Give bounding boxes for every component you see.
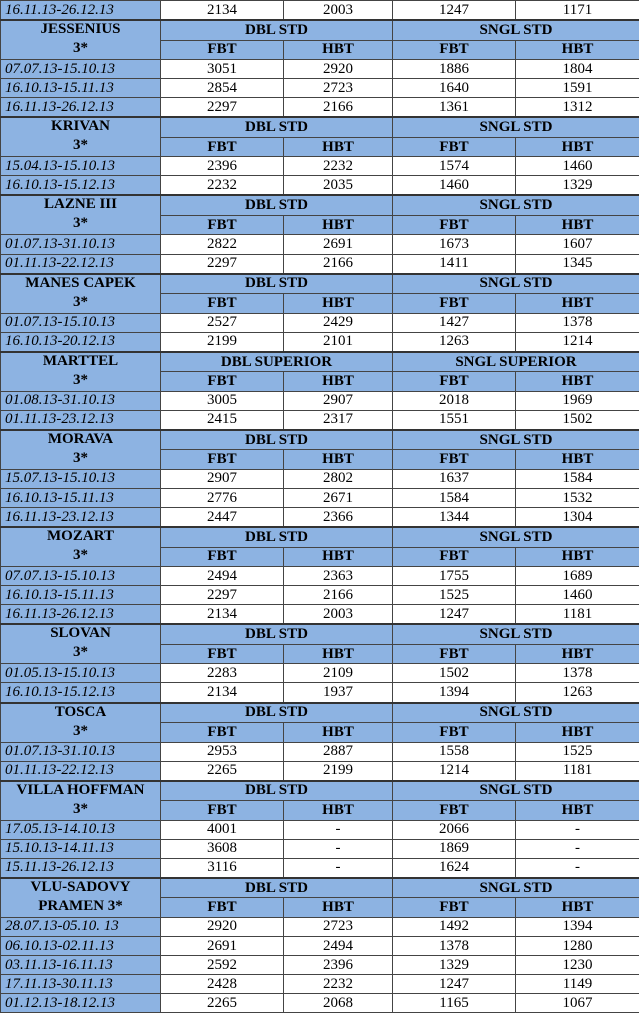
price-cell: 1247	[393, 1, 516, 21]
price-cell: 1502	[516, 410, 639, 430]
table-row	[1, 956, 639, 975]
price-cell: 2101	[284, 332, 393, 352]
room-type-header: SNGL STD	[393, 624, 639, 644]
room-type-header: DBL SUPERIOR	[161, 352, 393, 372]
price-cell: 1532	[516, 489, 639, 508]
room-type-header: SNGL STD	[393, 20, 639, 40]
price-cell: 1171	[516, 1, 639, 21]
price-cell: 3051	[161, 60, 284, 79]
table-row	[1, 98, 639, 118]
board-type-header: FBT	[161, 898, 284, 918]
table-row	[1, 235, 639, 254]
table-row	[1, 567, 639, 586]
board-type-header: HBT	[284, 40, 393, 60]
price-cell: 1502	[393, 664, 516, 683]
table-row	[1, 820, 639, 839]
date-range-cell: 16.11.13-26.12.13	[1, 605, 161, 625]
hotel-name-cell	[1, 274, 161, 314]
price-cell: 1263	[516, 683, 639, 703]
price-cell: 2003	[284, 605, 393, 625]
board-type-header: FBT	[393, 40, 516, 60]
price-cell: 1280	[516, 937, 639, 956]
room-type-header: DBL STD	[161, 781, 393, 801]
date-range-cell: 15.11.13-26.12.13	[1, 858, 161, 878]
price-cell: -	[284, 839, 393, 858]
hotel-header-row	[1, 352, 639, 372]
room-type-header: SNGL STD	[393, 117, 639, 137]
price-cell: 2232	[284, 975, 393, 994]
price-cell: 2003	[284, 1, 393, 21]
board-type-header: HBT	[284, 137, 393, 157]
table-row	[1, 858, 639, 878]
board-type-header: FBT	[161, 644, 284, 664]
board-type-header: HBT	[284, 644, 393, 664]
price-cell: 1361	[393, 98, 516, 118]
hotel-name-cell	[1, 624, 161, 664]
price-cell: 1637	[393, 469, 516, 488]
hotel-name-cell	[1, 20, 161, 60]
board-type-header: HBT	[284, 723, 393, 743]
price-cell: 1394	[393, 683, 516, 703]
date-range-cell: 15.04.13-15.10.13	[1, 157, 161, 176]
price-cell: 1181	[516, 605, 639, 625]
price-cell: 1345	[516, 254, 639, 274]
board-type-header: HBT	[516, 40, 639, 60]
board-type-header: HBT	[516, 450, 639, 470]
board-type-header: FBT	[393, 137, 516, 157]
board-type-header: HBT	[516, 801, 639, 821]
price-cell: 2447	[161, 508, 284, 528]
price-table-body	[1, 1, 639, 1013]
price-cell: 3005	[161, 391, 284, 410]
hotel-name: KRIVAN	[1, 118, 160, 137]
hotel-name: MOZART	[1, 528, 160, 547]
table-row	[1, 469, 639, 488]
price-cell: 1378	[516, 664, 639, 683]
price-cell: 2199	[161, 332, 284, 352]
price-cell: 2297	[161, 586, 284, 605]
room-type-header: SNGL SUPERIOR	[393, 352, 639, 372]
board-type-header: HBT	[284, 215, 393, 235]
price-cell: 1165	[393, 994, 516, 1013]
board-type-header: FBT	[393, 723, 516, 743]
hotel-header-row	[1, 430, 639, 450]
price-cell: 2317	[284, 410, 393, 430]
board-type-header: HBT	[284, 372, 393, 392]
price-cell: 2134	[161, 683, 284, 703]
price-cell: 1937	[284, 683, 393, 703]
hotel-category: 3*	[1, 547, 160, 566]
price-cell: 2802	[284, 469, 393, 488]
hotel-name-cell	[1, 430, 161, 470]
price-cell: 1329	[393, 956, 516, 975]
price-cell: 1312	[516, 98, 639, 118]
room-type-header: DBL STD	[161, 624, 393, 644]
price-cell: 1067	[516, 994, 639, 1013]
board-type-header: FBT	[161, 547, 284, 567]
date-range-cell: 07.07.13-15.10.13	[1, 567, 161, 586]
date-range-cell: 15.10.13-14.11.13	[1, 839, 161, 858]
board-type-header: FBT	[393, 898, 516, 918]
hotel-header-row	[1, 624, 639, 644]
date-range-cell: 17.05.13-14.10.13	[1, 820, 161, 839]
date-range-cell: 06.10.13-02.11.13	[1, 937, 161, 956]
hotel-header-row	[1, 274, 639, 294]
date-range-cell: 01.11.13-22.12.13	[1, 761, 161, 781]
board-type-header: FBT	[161, 294, 284, 314]
hotel-name-cell	[1, 352, 161, 392]
hotel-header-row	[1, 195, 639, 215]
date-range-cell: 16.11.13-26.12.13	[1, 98, 161, 118]
board-type-header: HBT	[284, 294, 393, 314]
board-type-header: HBT	[516, 137, 639, 157]
price-cell: 1149	[516, 975, 639, 994]
price-cell: 1558	[393, 742, 516, 761]
hotel-category: 3*	[1, 372, 160, 391]
date-range-cell: 16.10.13-20.12.13	[1, 332, 161, 352]
date-range-cell: 16.10.13-15.12.13	[1, 683, 161, 703]
date-range-cell: 16.10.13-15.12.13	[1, 176, 161, 196]
price-cell: 1214	[393, 761, 516, 781]
price-cell: 1304	[516, 508, 639, 528]
table-row	[1, 586, 639, 605]
table-row	[1, 332, 639, 352]
price-cell: 1427	[393, 313, 516, 332]
date-range-cell: 16.11.13-23.12.13	[1, 508, 161, 528]
table-row	[1, 60, 639, 79]
board-type-header: FBT	[393, 644, 516, 664]
price-cell: 2166	[284, 98, 393, 118]
price-cell: 1230	[516, 956, 639, 975]
price-cell: 1411	[393, 254, 516, 274]
price-cell: 1607	[516, 235, 639, 254]
price-cell: 3608	[161, 839, 284, 858]
room-type-header: SNGL STD	[393, 703, 639, 723]
room-type-header: DBL STD	[161, 703, 393, 723]
price-cell: 2297	[161, 98, 284, 118]
price-cell: 1263	[393, 332, 516, 352]
price-cell: 2232	[284, 157, 393, 176]
hotel-name: MARTTEL	[1, 353, 160, 372]
table-row	[1, 176, 639, 196]
hotel-name-cell	[1, 703, 161, 743]
price-cell: 2035	[284, 176, 393, 196]
price-cell: 2109	[284, 664, 393, 683]
board-type-header: HBT	[284, 801, 393, 821]
price-cell: 2671	[284, 489, 393, 508]
hotel-name-cell	[1, 527, 161, 567]
price-cell: 2232	[161, 176, 284, 196]
price-cell: 2953	[161, 742, 284, 761]
price-cell: -	[516, 820, 639, 839]
price-cell: 1624	[393, 858, 516, 878]
room-type-header: SNGL STD	[393, 878, 639, 898]
board-type-header: FBT	[161, 40, 284, 60]
board-type-header: FBT	[161, 801, 284, 821]
hotel-category: 3*	[1, 215, 160, 234]
table-row	[1, 508, 639, 528]
price-cell: 2265	[161, 761, 284, 781]
hotel-name-cell	[1, 878, 161, 918]
table-row	[1, 489, 639, 508]
table-row	[1, 157, 639, 176]
price-cell: 1214	[516, 332, 639, 352]
hotel-name: MANES CAPEK	[1, 275, 160, 294]
table-row	[1, 742, 639, 761]
price-cell: 1689	[516, 567, 639, 586]
price-cell: 2920	[161, 917, 284, 936]
price-cell: 2494	[161, 567, 284, 586]
table-row	[1, 664, 639, 683]
hotel-name-cell	[1, 117, 161, 157]
table-row	[1, 937, 639, 956]
price-cell: 2920	[284, 60, 393, 79]
hotel-header-row	[1, 117, 639, 137]
price-cell: 2887	[284, 742, 393, 761]
table-row	[1, 1, 639, 21]
price-cell: 1378	[393, 937, 516, 956]
price-cell: 2854	[161, 79, 284, 98]
room-type-header: DBL STD	[161, 274, 393, 294]
price-cell: 1673	[393, 235, 516, 254]
price-cell: 2494	[284, 937, 393, 956]
table-row	[1, 839, 639, 858]
price-cell: 1492	[393, 917, 516, 936]
hotel-category: 3*	[1, 644, 160, 663]
price-cell: 2366	[284, 508, 393, 528]
date-range-cell: 15.07.13-15.10.13	[1, 469, 161, 488]
price-cell: 1591	[516, 79, 639, 98]
price-cell: 1181	[516, 761, 639, 781]
date-range-cell: 01.07.13-31.10.13	[1, 235, 161, 254]
table-row	[1, 917, 639, 936]
board-type-header: HBT	[284, 547, 393, 567]
board-type-header: HBT	[516, 372, 639, 392]
board-type-header: HBT	[516, 215, 639, 235]
hotel-header-row	[1, 527, 639, 547]
date-range-cell: 17.11.13-30.11.13	[1, 975, 161, 994]
price-cell: 2723	[284, 917, 393, 936]
room-type-header: SNGL STD	[393, 430, 639, 450]
price-cell: 1640	[393, 79, 516, 98]
date-range-cell: 16.10.13-15.11.13	[1, 79, 161, 98]
board-type-header: FBT	[393, 547, 516, 567]
date-range-cell: 01.07.13-15.10.13	[1, 313, 161, 332]
price-cell: 2283	[161, 664, 284, 683]
board-type-header: HBT	[284, 450, 393, 470]
price-cell: 1247	[393, 975, 516, 994]
price-cell: 2066	[393, 820, 516, 839]
board-type-header: FBT	[393, 450, 516, 470]
price-cell: 1584	[393, 489, 516, 508]
room-type-header: DBL STD	[161, 430, 393, 450]
board-type-header: FBT	[393, 801, 516, 821]
date-range-cell: 01.12.13-18.12.13	[1, 994, 161, 1013]
hotel-name: SLOVAN	[1, 625, 160, 644]
price-cell: 1804	[516, 60, 639, 79]
price-cell: 2018	[393, 391, 516, 410]
room-type-header: DBL STD	[161, 195, 393, 215]
room-type-header: DBL STD	[161, 117, 393, 137]
price-cell: 1460	[516, 157, 639, 176]
board-type-header: HBT	[516, 898, 639, 918]
price-cell: 2199	[284, 761, 393, 781]
price-cell: 1344	[393, 508, 516, 528]
price-cell: 2723	[284, 79, 393, 98]
board-type-header: FBT	[161, 215, 284, 235]
board-type-header: HBT	[284, 898, 393, 918]
price-cell: 1247	[393, 605, 516, 625]
price-cell: 2592	[161, 956, 284, 975]
table-row	[1, 313, 639, 332]
hotel-category: 3*	[1, 294, 160, 313]
hotel-header-row	[1, 20, 639, 40]
price-cell: 2363	[284, 567, 393, 586]
board-type-header: HBT	[516, 723, 639, 743]
board-type-header: HBT	[516, 547, 639, 567]
price-cell: 1394	[516, 917, 639, 936]
hotel-category: 3*	[1, 450, 160, 469]
hotel-category: 3*	[1, 40, 160, 59]
date-range-cell: 07.07.13-15.10.13	[1, 60, 161, 79]
price-cell: 2166	[284, 586, 393, 605]
price-cell: 1525	[393, 586, 516, 605]
hotel-name: MORAVA	[1, 431, 160, 450]
price-cell: 2134	[161, 605, 284, 625]
room-type-header: SNGL STD	[393, 527, 639, 547]
price-cell: 2068	[284, 994, 393, 1013]
room-type-header: DBL STD	[161, 20, 393, 40]
room-type-header: DBL STD	[161, 878, 393, 898]
price-cell: -	[284, 858, 393, 878]
date-range-cell: 16.11.13-26.12.13	[1, 1, 161, 21]
hotel-category: 3*	[1, 801, 160, 820]
hotel-name: VLU-SADOVY	[1, 879, 160, 898]
hotel-name: TOSCA	[1, 704, 160, 723]
board-type-header: FBT	[161, 372, 284, 392]
price-cell: 2134	[161, 1, 284, 21]
table-row	[1, 683, 639, 703]
date-range-cell: 16.10.13-15.11.13	[1, 586, 161, 605]
price-cell: 2691	[161, 937, 284, 956]
table-row	[1, 410, 639, 430]
date-range-cell: 01.08.13-31.10.13	[1, 391, 161, 410]
price-cell: 2527	[161, 313, 284, 332]
board-type-header: FBT	[161, 723, 284, 743]
price-cell: 1574	[393, 157, 516, 176]
hotel-name: VILLA HOFFMAN	[1, 782, 160, 801]
price-cell: 1755	[393, 567, 516, 586]
table-row	[1, 605, 639, 625]
room-type-header: SNGL STD	[393, 195, 639, 215]
hotel-name-cell	[1, 781, 161, 821]
price-cell: 1969	[516, 391, 639, 410]
price-cell: 1378	[516, 313, 639, 332]
date-range-cell: 01.11.13-23.12.13	[1, 410, 161, 430]
table-row	[1, 994, 639, 1013]
board-type-header: FBT	[393, 372, 516, 392]
price-cell: -	[516, 858, 639, 878]
price-cell: 2415	[161, 410, 284, 430]
price-cell: 2822	[161, 235, 284, 254]
price-cell: 2907	[161, 469, 284, 488]
price-cell: 1525	[516, 742, 639, 761]
hotel-category: PRAMEN 3*	[1, 898, 160, 917]
hotel-header-row	[1, 878, 639, 898]
board-type-header: FBT	[161, 137, 284, 157]
price-cell: 3116	[161, 858, 284, 878]
table-row	[1, 761, 639, 781]
price-cell: 1460	[516, 586, 639, 605]
price-cell: -	[284, 820, 393, 839]
date-range-cell: 03.11.13-16.11.13	[1, 956, 161, 975]
price-cell: 1886	[393, 60, 516, 79]
price-cell: 2166	[284, 254, 393, 274]
price-cell: 1460	[393, 176, 516, 196]
hotel-name: LAZNE III	[1, 196, 160, 215]
date-range-cell: 16.10.13-15.11.13	[1, 489, 161, 508]
table-row	[1, 254, 639, 274]
board-type-header: HBT	[516, 294, 639, 314]
price-cell: 2297	[161, 254, 284, 274]
hotel-category: 3*	[1, 137, 160, 156]
board-type-header: FBT	[393, 294, 516, 314]
hotel-category: 3*	[1, 723, 160, 742]
table-row	[1, 391, 639, 410]
hotel-header-row	[1, 703, 639, 723]
board-type-header: FBT	[161, 450, 284, 470]
price-cell: 4001	[161, 820, 284, 839]
price-cell: 2428	[161, 975, 284, 994]
price-cell: 2691	[284, 235, 393, 254]
date-range-cell: 01.11.13-22.12.13	[1, 254, 161, 274]
room-type-header: DBL STD	[161, 527, 393, 547]
price-cell: 1869	[393, 839, 516, 858]
price-cell: 1584	[516, 469, 639, 488]
price-cell: 2907	[284, 391, 393, 410]
price-cell: 1329	[516, 176, 639, 196]
board-type-header: FBT	[393, 215, 516, 235]
price-cell: 2265	[161, 994, 284, 1013]
price-cell: 1551	[393, 410, 516, 430]
board-type-header: HBT	[516, 644, 639, 664]
date-range-cell: 01.05.13-15.10.13	[1, 664, 161, 683]
room-type-header: SNGL STD	[393, 781, 639, 801]
table-row	[1, 79, 639, 98]
price-cell: 2396	[284, 956, 393, 975]
price-cell: 2396	[161, 157, 284, 176]
date-range-cell: 28.07.13-05.10. 13	[1, 917, 161, 936]
price-cell: -	[516, 839, 639, 858]
hotel-header-row	[1, 781, 639, 801]
hotel-name-cell	[1, 195, 161, 235]
date-range-cell: 01.07.13-31.10.13	[1, 742, 161, 761]
hotel-name: JESSENIUS	[1, 21, 160, 40]
price-cell: 2429	[284, 313, 393, 332]
price-cell: 2776	[161, 489, 284, 508]
table-row	[1, 975, 639, 994]
room-type-header: SNGL STD	[393, 274, 639, 294]
